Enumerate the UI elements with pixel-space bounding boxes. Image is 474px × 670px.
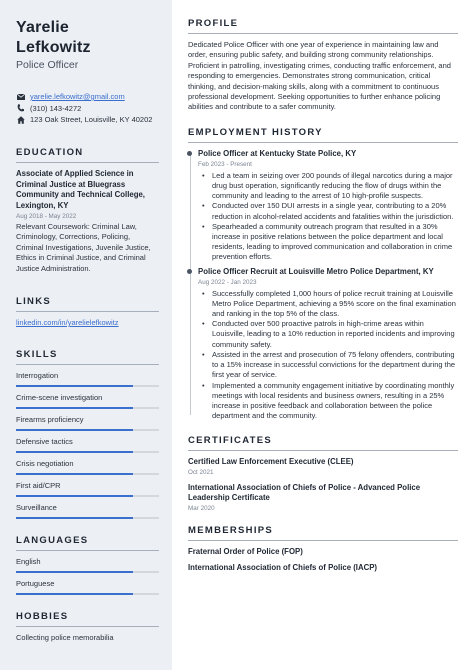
skill-item: [16, 503, 159, 519]
skill-label: First aid/CPR: [16, 481, 61, 491]
language-level-bar: [16, 571, 159, 573]
skill-item: [16, 481, 159, 497]
timeline-dot-icon: [187, 269, 192, 274]
job-entry: [198, 267, 458, 422]
skill-level-fill: [16, 473, 133, 475]
sidebar: [0, 0, 172, 670]
certificate-title: International Association of Chiefs of Police - Advanced Police Leadership Certificate: [188, 483, 421, 503]
skill-label: Surveillance: [16, 503, 57, 513]
skill-level-fill: [16, 495, 133, 497]
education-dates: Aug 2018 - May 2022: [16, 213, 77, 220]
skill-label: Defensive tactics: [16, 437, 73, 447]
profile-section: [188, 18, 458, 113]
certificates-heading: CERTIFICATES: [188, 435, 458, 451]
address: 123 Oak Street, Louisville, KY 40202: [30, 115, 153, 124]
name-last: Lefkowitz: [16, 39, 91, 56]
timeline-line: [190, 155, 191, 415]
skill-level-fill: [16, 451, 133, 453]
skill-level-bar: [16, 429, 159, 431]
skill-item: [16, 393, 159, 409]
job-title: Police Officer at Kentucky State Police, KY: [198, 148, 357, 158]
language-level-fill: [16, 571, 133, 573]
certificates-section: [188, 435, 458, 513]
languages-section: [16, 535, 159, 595]
job-bullet: • Spearheaded a community outreach program that resulted in a 30% increase in positive relations between the police department and local residents, leading to improved communication and collaboration in crime prevention efforts.: [198, 222, 458, 263]
skills-heading: SKILLS: [16, 349, 159, 365]
language-label: Portuguese: [16, 579, 55, 589]
skill-label: Crime-scene investigation: [16, 393, 103, 403]
skill-level-fill: [16, 517, 133, 519]
contact-info: [16, 91, 159, 125]
home-icon: [16, 115, 25, 124]
relevant-coursework: Relevant Coursework: Criminal Law, Criminology, Corrections, Policing, Criminal Investigations, Juvenile Justice, Ethics in Criminal Justice, and Criminal Justice Administration.: [16, 222, 151, 273]
job-bullet: • Assisted in the arrest and prosecution of 75 felony offenders, contributing to a 15% increase in successful convictions for the department during the first year of service.: [198, 350, 458, 381]
job-bullet: • Implemented a community engagement initiative by coordinating monthly meetings with local residents and business owners, resulting in a 25% increase in positive feedback and collaboration between the police department and the community.: [198, 381, 458, 422]
skills-section: [16, 349, 159, 519]
job-bullets: [198, 171, 458, 263]
language-item: [16, 557, 159, 573]
skill-item: [16, 459, 159, 475]
certificate-date: Mar 2020: [188, 505, 215, 513]
skill-item: [16, 437, 159, 453]
skill-level-bar: [16, 495, 159, 497]
name-first: Yarelie: [16, 19, 70, 36]
skill-level-fill: [16, 407, 133, 409]
skill-level-bar: [16, 407, 159, 409]
job-bullet: • Successfully completed 1,000 hours of police recruit training at Louisville Metro Police Department, achieving a 95% score on the final examination and ranking in the top 5% of the class.: [198, 289, 458, 320]
education-section: [16, 147, 159, 274]
job-bullets: [198, 289, 458, 422]
membership-item: Fraternal Order of Police (FOP): [188, 547, 303, 557]
language-item: [16, 579, 159, 595]
contact-address-row: [16, 114, 159, 125]
phone-number: (310) 143-4272: [30, 103, 82, 113]
job-dates: Feb 2023 - Present: [198, 160, 252, 168]
contact-phone-row: [16, 103, 159, 114]
linkedin-link[interactable]: linkedin.com/in/yarelielefkowitz: [16, 318, 119, 328]
skill-label: Interrogation: [16, 371, 59, 381]
profile-heading: PROFILE: [188, 18, 458, 34]
skill-level-bar: [16, 517, 159, 519]
job-entry: [198, 149, 458, 263]
language-level-bar: [16, 593, 159, 595]
timeline-dot-icon: [187, 151, 192, 156]
employment-section: [188, 127, 458, 421]
job-role: Police Officer: [16, 59, 79, 71]
membership-item: International Association of Chiefs of Police (IACP): [188, 563, 378, 573]
employment-heading: EMPLOYMENT HISTORY: [188, 127, 458, 143]
main-content: [172, 0, 474, 670]
skill-level-bar: [16, 451, 159, 453]
job-bullet: • Conducted over 500 proactive patrols in high-crime areas within Louisville, leading to a 10% reduction in reported incidents and improving community safety.: [198, 319, 458, 350]
skill-level-bar: [16, 473, 159, 475]
degree-title: Associate of Applied Science in Criminal Justice at Bluegrass Community and Technical College, Lexington, KY: [16, 169, 145, 210]
job-dates: Aug 2022 - Jan 2023: [198, 278, 257, 286]
skill-level-fill: [16, 429, 133, 431]
job-bullet: • Conducted over 150 DUI arrests in a single year, contributing to a 20% reduction in alcohol-related accidents and fatalities within the jurisdiction.: [198, 201, 458, 221]
job-title: Police Officer Recruit at Louisville Metro Police Department, KY: [198, 266, 434, 276]
certificate-date: Oct 2021: [188, 469, 214, 477]
certificate-title: Certified Law Enforcement Executive (CLEE): [188, 457, 354, 467]
certificate-item: [188, 457, 458, 477]
profile-text: Dedicated Police Officer with one year of experience in maintaining law and order, ensuring public safety, and building strong community relationships. Proficient in patrolling, investigating crimes, conducting traffic enforcement, and responding to emergencies. Demonstrates strong communication, critical thinking, and decision-making skills, along with a commitment to continuous professional development. Seeking opportunities to further enhance policing abilities and contribute to a safer community.: [188, 40, 451, 112]
job-bullet: • Led a team in seizing over 200 pounds of illegal narcotics during a major drug bust operation, significantly reducing the flow of drugs within the community and leading to the arrest of 10 high-profile suspects.: [198, 171, 458, 202]
memberships-section: [188, 525, 458, 573]
envelope-icon: [16, 92, 25, 101]
languages-heading: LANGUAGES: [16, 535, 159, 551]
education-heading: EDUCATION: [16, 147, 159, 163]
skill-item: [16, 371, 159, 387]
employment-timeline: [188, 149, 458, 421]
language-level-fill: [16, 593, 133, 595]
language-label: English: [16, 557, 41, 567]
skills-list: [16, 371, 159, 519]
skill-item: [16, 415, 159, 431]
skill-level-fill: [16, 385, 133, 387]
hobbies-section: [16, 611, 159, 643]
contact-email-row: [16, 91, 159, 102]
certificate-item: [188, 483, 458, 513]
hobby-item: Collecting police memorabilia: [16, 633, 114, 643]
links-heading: LINKS: [16, 296, 159, 312]
hobbies-heading: HOBBIES: [16, 611, 159, 627]
links-section: [16, 296, 159, 327]
email-link[interactable]: yarelie.lefkowitz@gmail.com: [30, 92, 125, 101]
phone-icon: [16, 104, 25, 113]
skill-level-bar: [16, 385, 159, 387]
skill-label: Firearms proficiency: [16, 415, 84, 425]
memberships-heading: MEMBERSHIPS: [188, 525, 458, 541]
skill-label: Crisis negotiation: [16, 459, 74, 469]
